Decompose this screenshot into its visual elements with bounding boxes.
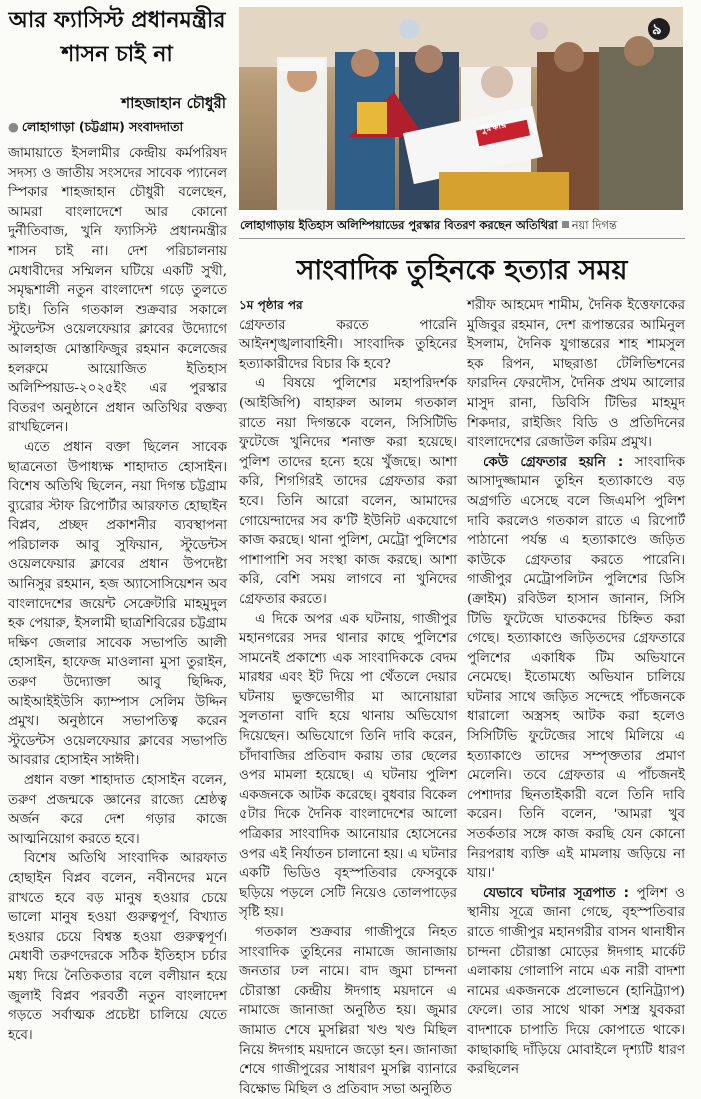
photo-banner-text: পুরস্কার: [477, 119, 508, 136]
left-headline: আর ফ্যাসিস্ট প্রধানমন্ত্রীর শাসন চাই না: [8, 8, 226, 67]
right-col1-para-1: [239, 296, 457, 374]
left-article-body: [8, 144, 227, 1062]
page-reference: ১ম পৃষ্ঠার পর: [239, 298, 303, 312]
right-col2-para-1: [467, 453, 685, 884]
square-icon: [562, 221, 569, 228]
photo-credit: নয়া দিগন্ত: [571, 218, 617, 232]
right-col1-para-4: গতকাল শুক্রবার গাজীপুরে নিহত সাংবাদিক তুহিনের নামাজে জানাজায় জনতার ঢল নামে। বাদ জুমা চান্দনা চৌরাস্তা কেন্দ্রীয় ঈদগাহ ময়দানে এ নামাজে জানাজা অনুষ্ঠিত হয়। জুমার জামাত শেষে মুসল্লিরা খণ্ড খণ্ড মিছিল নিয়ে ঈদগাহ ময়দানে জড়ো হন। জানাজা শেষে গাজীপুরের সাধারণ মুসল্লি ব্যানারে বিক্ষোভ মিছিল ও প্রতিবাদ সভা অনুষ্ঠিত: [239, 925, 457, 1097]
right-col1-para-1-text: গ্রেফতার করতে পারেনি আইনশৃঙ্খলাবাহিনী। সাংবাদিক তুহিনের হত্যাকারীদের বিচার কি হবে?: [239, 317, 457, 372]
photo-caption: [240, 217, 684, 236]
byline: শাহজাহান চৌধুরী: [121, 94, 226, 112]
news-photo: [239, 7, 683, 210]
photo-illustration: [239, 7, 683, 210]
right-col2-para-2: [467, 884, 685, 1080]
right-col-1: [239, 296, 457, 1097]
subhead-how-it-began: যেভাবে ঘটনার সূত্রপাত :: [483, 885, 629, 901]
right-col2-intro: শরীফ আহমেদ শামীম, দৈনিক ইত্তেফাকের মুজিবুর রহমান, দেশ রূপান্তরের আমিনুল ইসলাম, দৈনিক যুগান্তরের শাহ শামসুল হক রিপন, মাছরাঙা টেলিভিশনের ফারদিন ফেরদৌস, দৈনিক প্রথম আলোর মাসুদ রানা, ডিবিসি টিভির মাহমুদ শিকদার, রাইজিং বিডি ও প্রতিদিনের বাংলাদেশের রেজাউল করিম প্রমুখ।: [467, 298, 685, 451]
dateline-text: লোহাগাড়া (চট্টগ্রাম) সংবাদদাতা: [21, 119, 184, 134]
dateline: [8, 119, 226, 139]
caption-text: লোহাগাড়ায় ইতিহাস অলিম্পিয়াডের পুরস্কার বিতরণ করছেন অতিথিরা: [240, 218, 558, 232]
left-para-3: প্রধান বক্তা শাহাদাত হোসাইন বলেন, তরুণ প্রজন্মকে জ্ঞানের রাজ্যে শ্রেষ্ঠত্ব অর্জন করে দেশ গড়ার কাজে আত্মনিয়োগ করতে হবে।: [8, 773, 227, 847]
left-para-2: এতে প্রধান বক্তা ছিলেন সাবেক ছাত্রনেতা উপাধ্যক্ষ শাহাদাত হোসাইন। বিশেষ অতিথি ছিলেন, নয়া দিগন্ত চট্টগ্রাম ব্যুরোর স্টাফ রিপোর্টার আরফাত হোছাইন বিপ্লব, প্রচ্ছদ প্রকাশনীর ব্যবস্থাপনা পরিচালক আবু সুফিয়ান, স্টুডেন্টস ওয়েলফেয়ার ক্লাবের প্রধান উপদেষ্টা আনিসুর রহমান, হজ অ্যাসোসিয়েশন অব বাংলাদেশের জয়েন্ট সেক্রেটারি মাহমুদুল হক পেয়ারু, ইসলামী ছাত্রশিবিরের চট্টগ্রাম দক্ষিণ জেলার সাবেক সভাপতি আলী হোসাইন, হাফেজ মাওলানা মুসা তুরাইন, তরুণ উদ্যোক্তা আবু ছিদ্দিক, আইআইইউসি ক্যাম্পাস সেলিম উদ্দিন প্রমুখ। অনুষ্ঠানে সভাপতিত্ব করেন স্টুডেন্টস ওয়েলফেয়ার ক্লাবের সভাপতি আবরার হোসাইন সাঈদী।: [8, 439, 227, 769]
right-col1-para-3: এ দিকে অপর এক ঘটনায়, গাজীপুর মহানগরের সদর থানার কাছে পুলিশের সামনেই প্রকাশ্যে এক সাংবাদিককে বেদম মারধর এবং ইট দিয়ে পা থেঁতলে দেয়ার ঘটনায় ভুক্তভোগীর মা আনোয়ারা সুলতানা বাদি হয়ে থানায় অভিযোগ দিয়েছেন। অভিযোগে তিনি দাবি করেন, চাঁদাবাজির প্রতিবাদ করায় তার ছেলের ওপর মামলা হয়েছে। এ ঘটনায় পুলিশ একজনকে আটক করেছে। বুধবার বিকেল ৫টার দিকে দৈনিক বাংলাদেশের আলো পত্রিকার সাংবাদিক আনোয়ার হোসেনের ওপর এই নির্যাতন চালানো হয়। এ ঘটনার একটি ভিডিও বৃহস্পতিবার ফেসবুকে ছড়িয়ে পড়লে সেটি নিয়েও তোলপাড়ের সৃষ্টি হয়।: [239, 611, 457, 921]
subhead-no-arrest: কেউ গ্রেফতার হয়নি :: [483, 454, 624, 470]
bullet-icon: ●: [8, 119, 19, 134]
subhead-no-arrest-text: সাংবাদিক আসাদুজ্জামান তুহিন হত্যাকাণ্ডে বড় অগ্রগতি এসেছে বলে জিএমপি পুলিশ দাবি করলেও গতকাল রাতে এ রিপোর্ট পাঠানো পর্যন্ত এ হত্যাকাণ্ডে জড়িত কাউকে গ্রেফতার করতে পারেনি। গাজীপুর মেট্রোপলিটন পুলিশের ডিসি (ক্রাইম) রবিউল হাসান জানান, সিসি টিভি ফুটেজে ঘাতকদের চিহ্নিত করা গেছে। হত্যাকাণ্ডে জড়িতদের গ্রেফতারে পুলিশের একাধিক টিম অভিযানে নেমেছে। ইতোমধ্যে অভিযান চালিয়ে ঘটনার সাথে জড়িত সন্দেহে পাঁচজনকে ধারালো অস্ত্রসহ আটক করা হলেও সিসিটিভি ফুটেজের সাথে মিলিয়ে এ হত্যাকাণ্ডে তাদের সম্পৃক্ততার প্রমাণ মেলেনি। তবে গ্রেফতার এ পাঁচজনই পেশাদার ছিনতাইকারী বলে তিনি দাবি করেন। তিনি বলেন, 'আমরা খুব সতর্কতার সঙ্গে কাজ করছি যেন কোনো নিরপরাধ ব্যক্তি এই মামলায় জড়িয়ে না যায়।': [467, 454, 685, 882]
photo-badge-icon: ৯: [652, 20, 662, 38]
left-para-1: জামায়াতে ইসলামীর কেন্দ্রীয় কর্মপরিষদ সদস্য ও জাতীয় সংসদের সাবেক প্যানেল স্পিকার শাহজাহান চৌধুরী বলেছেন, আমরা বাংলাদেশে আর কোনো দুর্নীতিবাজ, খুনি ফ্যাসিস্ট প্রধানমন্ত্রীর শাসন চাই না। দেশ পরিচালনায় মেধাবীদের সম্মিলন ঘটিয়ে একটি সুখী, সমৃদ্ধশালী নতুন বাংলাদেশ গড়ে তুলতে চাই। তিনি গতকাল শুক্রবার সকালে স্টুডেন্টস ওয়েলফেয়ার ক্লাবের উদ্যোগে আলহাজ মোস্তাফিজুর রহমান কলেজের হলরুমে আয়োজিত ইতিহাস অলিম্পিয়াড-২০২৫ইং এর পুরস্কার বিতরণ অনুষ্ঠানে প্রধান অতিথির বক্তব্য রাখছিলেন।: [8, 146, 227, 436]
right-col-2: [467, 296, 685, 1078]
left-para-4: বিশেষ অতিথি সাংবাদিক আরফাত হোছাইন বিপ্লব বলেন, নবীনদের মনে রাখতে হবে বড় মানুষ হওয়ার চেয়ে ভালো মানুষ হওয়া গুরুত্বপূর্ণ, বিখ্যাত হওয়ার চেয়ে বিশ্বস্ত হওয়া গুরুত্বপূর্ণ। মেধাবী তরুণদেরকে সঠিক ইতিহাস চর্চার মধ্য দিয়ে নৈতিকতার বলে বলীয়ান হয়ে জুলাই বিপ্লব পরবর্তী নতুন বাংলাদেশ গড়তে সর্বাত্মক প্রচেষ্টা চালিয়ে যেতে হবে।: [8, 851, 227, 1043]
right-headline: সাংবাদিক তুহিনকে হত্যার সময়: [296, 255, 628, 286]
right-col1-para-2: এ বিষয়ে পুলিশের মহাপরিদর্শক (আইজিপি) বাহারুল আলম গতকাল রাতে নয়া দিগন্তকে বলেন, সিসিটিভি ফুটেজে খুনিদের শনাক্ত করা হয়েছে। পুলিশ তাদের হন্যে হয়ে খুঁজছে। আশা করি, শিগগিরই তাদের গ্রেফতার করা হবে। তিনি আরো বলেন, আমাদের গোয়েন্দাদের সব ক'টি ইউনিট একযোগে কাজ করছে। থানা পুলিশ, মেট্রো পুলিশের পাশাপাশি সব সংস্থা কাজ করছে। আশা করি, বেশি সময় লাগবে না খুনিদের গ্রেফতার করতে।: [239, 376, 457, 607]
subhead-how-it-began-text: পুলিশ ও স্থানীয় সূত্রে জানা গেছে, বৃহস্পতিবার রাতে গাজীপুর মহানগরীর বাসন থানাধীন চান্দনা চৌরাস্তা মোড়ের ঈদগাহ মার্কেট এলাকায় গোলাপি নামে এক নারী বাদশা নামের একজনকে প্রলোভনে (হানিট্র্যাপ) ফেলে। তার সাথে থাকা সশস্ত্র যুবকরা বাদশাকে চাপাতি দিয়ে কোপাতে থাকে। কাছাকাছি দাঁড়িয়ে মোবাইলে দৃশ্যটি ধারণ করছিলেন: [467, 885, 685, 1078]
divider: [239, 238, 685, 239]
